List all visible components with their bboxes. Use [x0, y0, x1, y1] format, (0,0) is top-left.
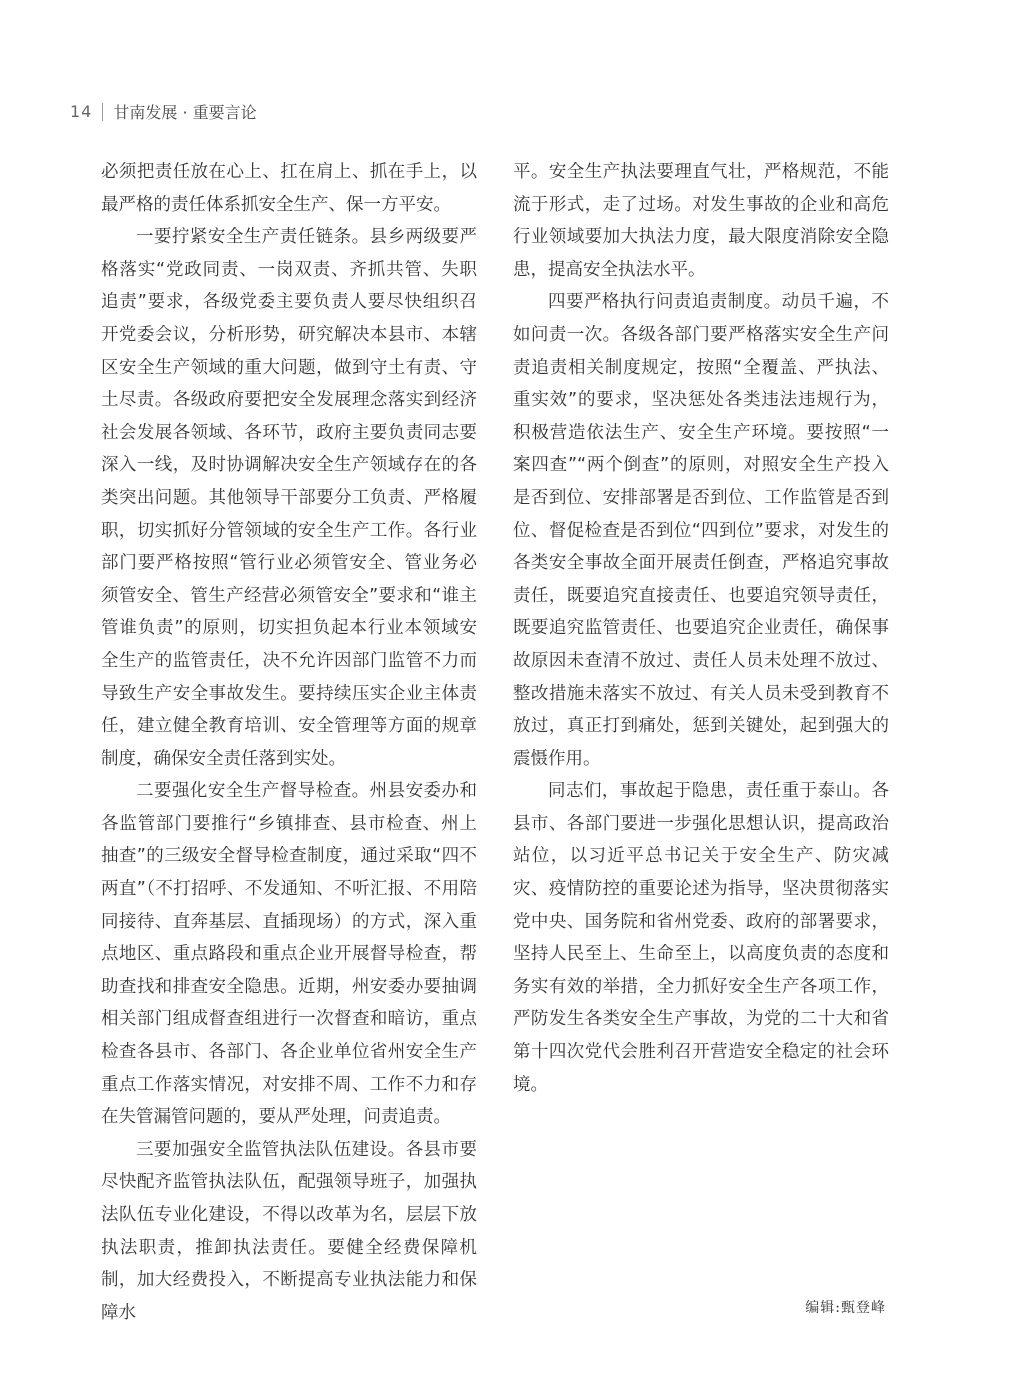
- paragraph: 四要严格执行问责追责制度。动员千遍，不如问责一次。各级各部门要严格落实安全生产问责追责相关制度规定，按照“全覆盖、严执法、重实效”的要求，坚决惩处各类违法违规行为，积极营造依法生产、安全生产环境。要按照“一案四查”“两个倒查”的原则，对照安全生产投入是否到位、安排部署是否到位、工作监管是否到位、督促检查是否到位“四到位”要求，对发生的各类安全事故全面开展责任倒查，严格追究事故责任，既要追究直接责任、也要追究领导责任，既要追究监管责任、也要追究企业责任，确保事故原因未查清不放过、责任人员未处理不放过、整改措施未落实不放过、有关人员未受到教育不放过，真正打到痛处，惩到关键处，起到强大的震慑作用。: [513, 292, 889, 769]
- paragraph: 同志们，事故起于隐患，责任重于泰山。各县市、各部门要进一步强化思想认识，提高政治站位，以习近平总书记关于安全生产、防灾减灾、疫情防控的重要论述为指导，坚决贯彻落实党中央、国务院和省州党委、政府的部署要求，坚持人民至上、生命至上，以高度负责的态度和务实有效的举措，全力抓好安全生产各项工作，严防发生各类安全生产事故，为党的二十大和省第十四次党代会胜利召开营造安全稳定的社会环境。: [513, 781, 889, 1095]
- page-number: 14: [70, 102, 93, 121]
- left-column: [101, 156, 477, 1329]
- editor-credit: 编辑:甄登峰: [805, 1300, 886, 1316]
- right-column: [513, 156, 889, 1101]
- header-divider: [102, 103, 103, 121]
- page-header: [70, 100, 257, 123]
- section-title: 甘南发展 · 重要言论: [113, 103, 257, 122]
- paragraph: 一要拧紧安全生产责任链条。县乡两级要严格落实“党政同责、一岗双责、齐抓共管、失职追责”要求，各级党委主要负责人要尽快组织召开党委会议，分析形势，研究解决本县市、本辖区安全生产领域的重大问题，做到守土有责、守土尽责。各级政府要把安全发展理念落实到经济社会发展各领域、各环节，政府主要负责同志要深入一线，及时协调解决安全生产领域存在的各类突出问题。其他领导干部要分工负责、严格履职，切实抓好分管领域的安全生产工作。各行业部门要严格按照“管行业必须管安全、管业务必须管安全、管生产经营必须管安全”要求和“谁主管谁负责”的原则，切实担负起本行业本领域安全生产的监管责任，决不允许因部门监管不力而导致生产安全事故发生。要持续压实企业主体责任，建立健全教育培训、安全管理等方面的规章制度，确保安全责任落到实处。: [101, 227, 477, 769]
- paragraph: 二要强化安全生产督导检查。州县安委办和各监管部门要推行“乡镇排查、县市检查、州上抽查”的三级安全督导检查制度，通过采取“四不两直”（不打招呼、不发通知、不听汇报、不用陪同接待、直奔基层、直插现场）的方式，深入重点地区、重点路段和重点企业开展督导检查，帮助查找和排查安全隐患。近期，州安委办要抽调相关部门组成督查组进行一次督查和暗访，重点检查各县市、各部门、各企业单位省州安全生产重点工作落实情况，对安排不周、工作不力和存在失管漏管问题的，要从严处理，问责追责。: [101, 781, 477, 1128]
- paragraph: 平。安全生产执法要理直气壮，严格规范，不能流于形式，走了过场。对发生事故的企业和高危行业领域要加大执法力度，最大限度消除安全隐患，提高安全执法水平。: [513, 162, 889, 280]
- paragraph: 必须把责任放在心上、扛在肩上、抓在手上，以最严格的责任体系抓安全生产、保一方平安。: [101, 162, 477, 215]
- paragraph: 三要加强安全监管执法队伍建设。各县市要尽快配齐监管执法队伍，配强领导班子，加强执法队伍专业化建设，不得以改革为名，层层下放执法职责，推卸执法责任。要健全经费保障机制，加大经费投入，不断提高专业执法能力和保障水: [101, 1139, 477, 1323]
